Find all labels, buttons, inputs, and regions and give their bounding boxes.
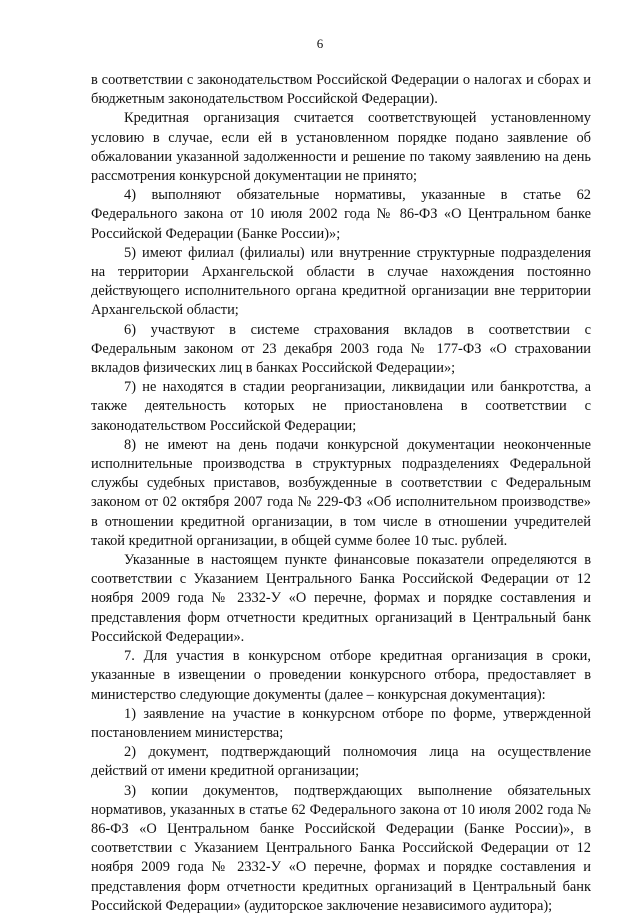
paragraph: 2) документ, подтверждающий полномочия лица на осуществление действий от имени кредитной организации; (91, 744, 591, 780)
document-body (91, 71, 591, 916)
paragraph: Кредитная организация считается соответствующей установленному условию в случае, если ей в установленном порядке подано заявление об обжаловании указанной задолженности и решение по такому заявлению на день рассмотрения конкурсной документации не принято; (91, 110, 591, 185)
page-number: 6 (316, 36, 324, 51)
paragraph: 1) заявление на участие в конкурсном отборе по форме, утвержденной постановлением министерства; (91, 705, 591, 741)
paragraph: Указанные в настоящем пункте финансовые показатели определяются в соответствии с Указанием Центрального Банка Российской Федерации от 12 ноября 2009 года № 2332-У «О перечне, формах и порядке составления и представления форм отчетности кредитных организаций в Центральный банк Российской Федерации». (91, 552, 591, 645)
paragraph: 3) копии документов, подтверждающих выполнение обязательных нормативов, указанных в статье 62 Федерального закона от 10 июля 2002 года № 86-ФЗ «О Центральном банке Российской Федерации (Банке России)», в соответствии с Указанием Центрального Банка Российской Федерации от 12 ноября 2009 года № 2332-У «О перечне, формах и порядке составления и представления форм отчетности кредитных организаций в Центральный банк Российской Федерации» (аудиторское заключение независимого аудитора); (91, 782, 591, 914)
paragraph: 8) не имеют на день подачи конкурсной документации неоконченные исполнительные производства в структурных подразделениях Федеральной службы судебных приставов, возбужденные в соответствии с Федеральным законом от 02 октября 2007 года № 229-ФЗ «Об исполнительном производстве» в отношении кредитной организации, в том числе в отношении учредителей такой кредитной организации, в общей сумме более 10 тыс. рублей. (91, 436, 591, 549)
paragraph: 5) имеют филиал (филиалы) или внутренние структурные подразделения на территории Архангельской области в случае нахождения постоянно действующего исполнительного органа кредитной организации вне территории Архангельской области; (91, 244, 591, 319)
paragraph: 6) участвуют в системе страхования вкладов в соответствии с Федеральным законом от 23 декабря 2003 года № 177-ФЗ «О страховании вкладов физических лиц в банках Российской Федерации»; (91, 321, 591, 377)
paragraph: 7) не находятся в стадии реорганизации, ликвидации или банкротства, а также деятельность которых не приостановлена в соответствии с законодательством Российской Федерации; (91, 379, 591, 434)
paragraph: 7. Для участия в конкурсном отборе кредитная организация в сроки, указанные в извещении о проведении конкурсного отбора, предоставляет в министерство следующие документы (далее – конкурсная документация): (91, 648, 591, 703)
paragraph: 4) выполняют обязательные нормативы, указанные в статье 62 Федерального закона от 10 июля 2002 года № 86-ФЗ «О Центральном банке Российской Федерации (Банке России)»; (91, 187, 591, 242)
paragraph: в соответствии с законодательством Российской Федерации о налогах и сборах и бюджетным законодательством Российской Федерации). (91, 72, 591, 108)
